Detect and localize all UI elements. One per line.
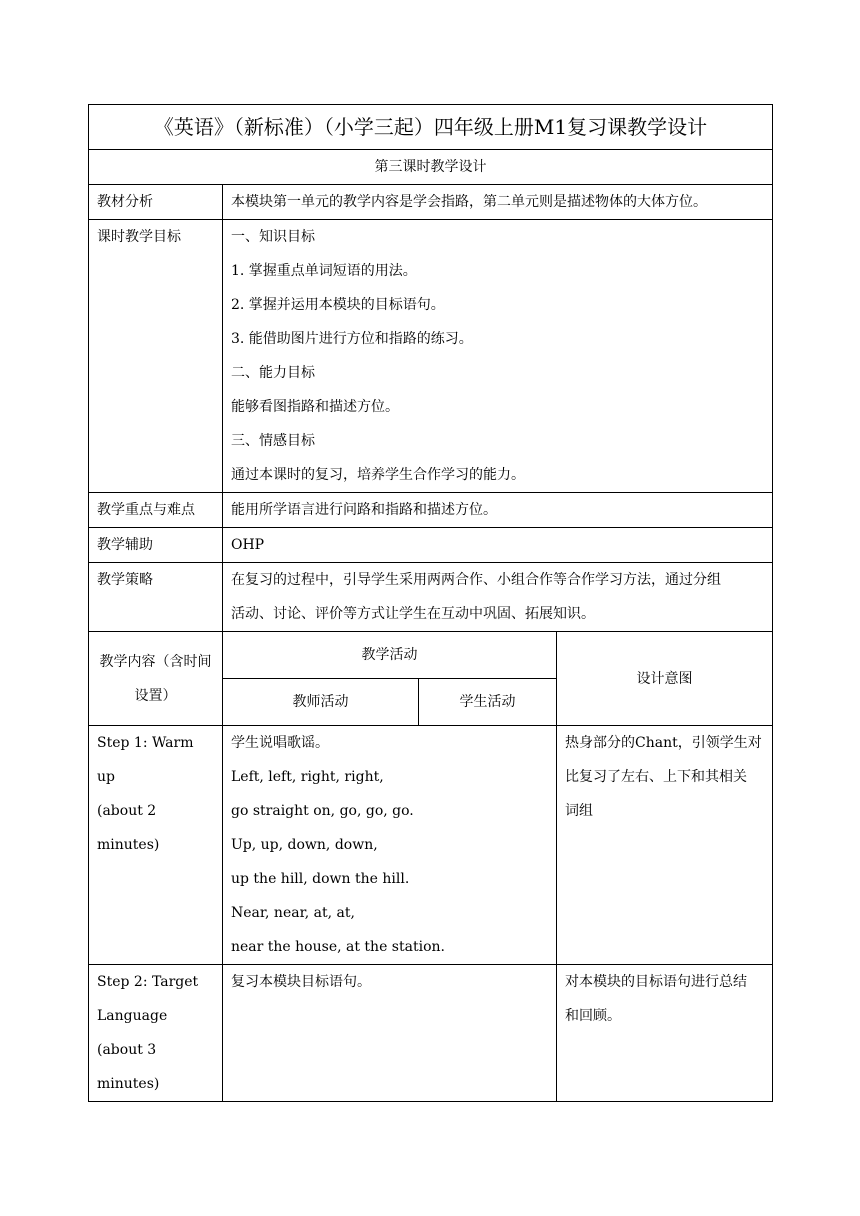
- lesson-plan-table: [88, 104, 773, 1102]
- goal-line: 二、能力目标: [231, 365, 315, 381]
- step1-line: 学生说唱歌谣。: [231, 735, 329, 751]
- aids-row: [89, 528, 773, 563]
- goals-label: 课时教学目标: [89, 220, 223, 493]
- step1-label-line: (about 2 minutes): [97, 803, 160, 853]
- step1-line: go straight on, go, go, go.: [231, 803, 414, 819]
- material-label: 教材分析: [89, 185, 223, 220]
- strategy-line: 在复习的过程中，引导学生采用两两合作、小组合作等合作学习方法，通过分组: [231, 572, 721, 588]
- step2-activities: 复习本模块目标语句。: [223, 965, 557, 1102]
- title-row: [89, 105, 773, 150]
- key-points-label: 教学重点与难点: [89, 493, 223, 528]
- goals-content: [223, 220, 773, 493]
- goal-line: 通过本课时的复习，培养学生合作学习的能力。: [231, 467, 525, 483]
- step1-line: Up, up, down, down,: [231, 837, 378, 853]
- step1-line: Left, left, right, right,: [231, 769, 384, 785]
- step1-intent-line: 词组: [565, 803, 593, 819]
- step2-intent-line: 对本模块的目标语句进行总结: [565, 974, 747, 990]
- step2-intent-line: 和回顾。: [565, 1008, 621, 1024]
- content-label-line: 设置）: [134, 687, 177, 704]
- material-text: 本模块第一单元的教学内容是学会指路，第二单元则是描述物体的大体方位。: [223, 185, 773, 220]
- step1-intent-line: 比复习了左右、上下和其相关: [565, 769, 747, 785]
- material-row: [89, 185, 773, 220]
- goal-line: 3. 能借助图片进行方位和指路的练习。: [231, 331, 473, 347]
- strategy-line: 活动、讨论、评价等方式让学生在互动中巩固、拓展知识。: [231, 606, 595, 622]
- step2-label-line: Language: [97, 1008, 168, 1024]
- key-points-text: 能用所学语言进行问路和指路和描述方位。: [223, 493, 773, 528]
- content-header-row: [89, 632, 773, 679]
- intent-header: 设计意图: [557, 632, 773, 726]
- step1-row: [89, 726, 773, 965]
- goal-line: 三、情感目标: [231, 433, 315, 449]
- step2-intent: [557, 965, 773, 1102]
- teacher-activity-header: 教师活动: [223, 679, 419, 726]
- strategy-content: [223, 563, 773, 632]
- step1-intent: [557, 726, 773, 965]
- lesson-subtitle: 第三课时教学设计: [89, 150, 773, 185]
- step1-activities: [223, 726, 557, 965]
- student-activity-header: 学生活动: [419, 679, 557, 726]
- step1-line: up the hill, down the hill.: [231, 871, 410, 887]
- goals-row: [89, 220, 773, 493]
- step1-intent-line: 热身部分的Chant，引领学生对: [565, 735, 762, 751]
- subtitle-row: [89, 150, 773, 185]
- content-label-line: 教学内容（含时间: [99, 653, 212, 670]
- strategy-row: [89, 563, 773, 632]
- step2-label: [89, 965, 223, 1102]
- step1-label: [89, 726, 223, 965]
- key-points-row: [89, 493, 773, 528]
- aids-text: OHP: [223, 528, 773, 563]
- step2-label-line: Step 2: Target: [97, 974, 199, 990]
- aids-label: 教学辅助: [89, 528, 223, 563]
- step1-line: Near, near, at, at,: [231, 905, 355, 921]
- activities-header: 教学活动: [223, 632, 557, 679]
- goal-line: 2. 掌握并运用本模块的目标语句。: [231, 297, 445, 313]
- step1-line: near the house, at the station.: [231, 939, 445, 955]
- content-label: [89, 632, 223, 726]
- strategy-label: 教学策略: [89, 563, 223, 632]
- step2-label-line: (about 3 minutes): [97, 1042, 160, 1092]
- step2-row: [89, 965, 773, 1102]
- step1-label-line: Step 1: Warm up: [97, 735, 194, 785]
- document-title: 《英语》（新标准）（小学三起）四年级上册M1复习课教学设计: [89, 105, 773, 150]
- goal-line: 一、知识目标: [231, 229, 315, 245]
- goal-line: 能够看图指路和描述方位。: [231, 399, 399, 415]
- goal-line: 1. 掌握重点单词短语的用法。: [231, 263, 417, 279]
